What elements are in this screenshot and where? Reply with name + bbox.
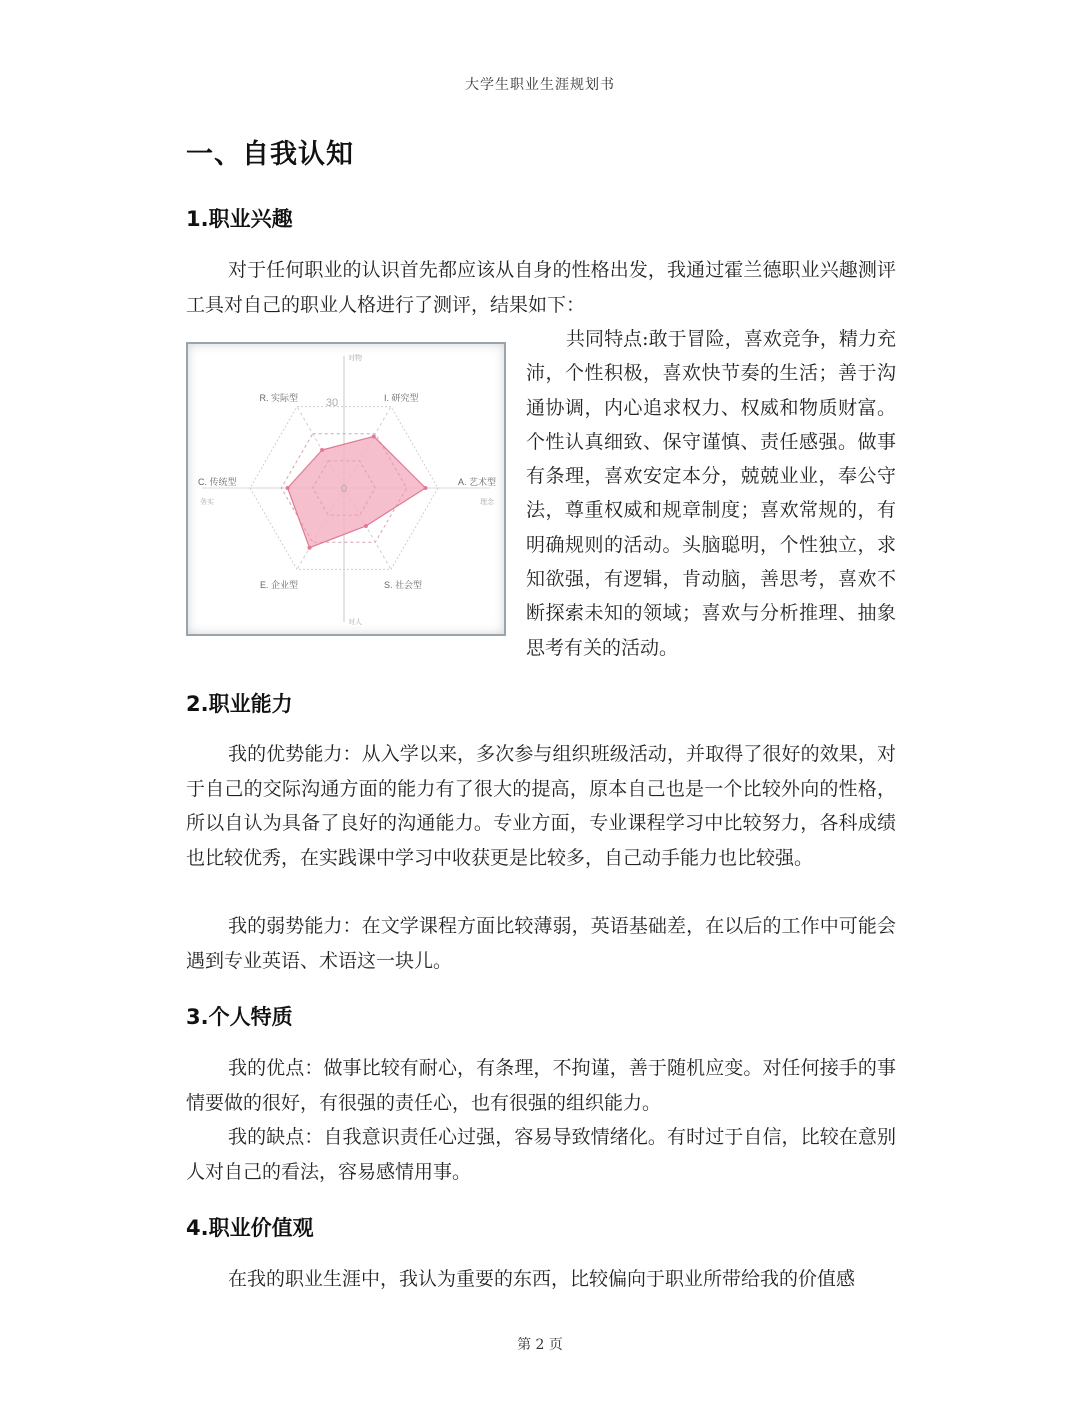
axis-label-1: R. 实际型 xyxy=(259,393,298,403)
paragraph-strong-ability: 我的优势能力：从入学以来，多次参与组织班级活动，并取得了很好的效果，对于自己的交际沟通方面的能力有了很大的提高，原本自己也是一个比较外向的性格，所以自认为具备了良好的沟通能力。专业方面，专业课程学习中比较努力，各科成绩也比较优秀，在实践课中学习中收获更是比较多，自己动手能力也比较强。 xyxy=(186,743,896,869)
radar-svg xyxy=(188,344,504,634)
axis-label-5: E. 企业型 xyxy=(259,580,298,590)
data-point-2 xyxy=(372,434,376,438)
tick-label-30: 30 xyxy=(325,397,339,409)
heading-career-ability: 2.职业能力 xyxy=(186,692,293,716)
data-point-3 xyxy=(423,486,427,490)
data-point-1 xyxy=(320,448,324,452)
data-point-5 xyxy=(308,546,312,550)
heading-career-values: 4.职业价值观 xyxy=(186,1216,314,1240)
axis-label-2: I. 研究型 xyxy=(384,393,419,403)
paragraph-common-traits: 共同特点:敢于冒险，喜欢竞争，精力充沛，个性积极，喜欢快节奏的生活；善于沟通协调，内心追求权力、权威和物质财富。个性认真细致、保守谨慎、责任感强。做事有条理，喜欢安定本分，兢兢业业，奉公守法，尊重权威和规章制度；喜欢常规的，有明确规则的活动。头脑聪明，个性独立，求知欲强，有逻辑，肯动脑，善思考，喜欢不断探索未知的领域；喜欢与分析推理、抽象思考有关的活动。 xyxy=(526,328,896,659)
axis-label-6: C. 传统型 xyxy=(198,477,237,487)
paragraph-career-values: 在我的职业生涯中，我认为重要的东西，比较偏向于职业所带给我的价值感 xyxy=(228,1268,856,1290)
direction-label-bottom: 对人 xyxy=(348,619,362,626)
page-number: 第 2 页 xyxy=(517,1337,563,1353)
section-title: 一、自我认知 xyxy=(186,139,354,170)
axis-label-4: S. 社会型 xyxy=(384,580,423,590)
heading-career-interest: 1.职业兴趣 xyxy=(186,207,293,231)
tick-label-0: 0 xyxy=(340,483,348,495)
paragraph-cons: 我的缺点：自我意识责任心过强，容易导致情绪化。有时过于自信，比较在意别人对自己的看法，容易感情用事。 xyxy=(186,1126,896,1183)
direction-label-left: 务实 xyxy=(200,499,214,506)
data-area xyxy=(288,436,426,547)
paragraph-pros: 我的优点：做事比较有耐心，有条理，不拘谨，善于随机应变。对任何接手的事情要做的很好，有很强的责任心，也有很强的组织能力。 xyxy=(186,1057,896,1114)
direction-label-right: 理念 xyxy=(480,499,494,506)
data-point-4 xyxy=(364,524,368,528)
paragraph-interest-intro: 对于任何职业的认识首先都应该从自身的性格出发，我通过霍兰德职业兴趣测评工具对自己的职业人格进行了测评，结果如下： xyxy=(186,259,896,316)
paragraph-weak-ability: 我的弱势能力：在文学课程方面比较薄弱，英语基础差，在以后的工作中可能会遇到专业英语、术语这一块儿。 xyxy=(186,915,896,972)
data-point-6 xyxy=(286,486,290,490)
direction-label-top: 对物 xyxy=(348,355,362,362)
page-header: 大学生职业生涯规划书 xyxy=(465,77,615,93)
axis-label-3: A. 艺术型 xyxy=(457,477,496,487)
heading-personal-traits: 3.个人特质 xyxy=(186,1005,293,1029)
holland-radar-chart xyxy=(186,342,506,636)
